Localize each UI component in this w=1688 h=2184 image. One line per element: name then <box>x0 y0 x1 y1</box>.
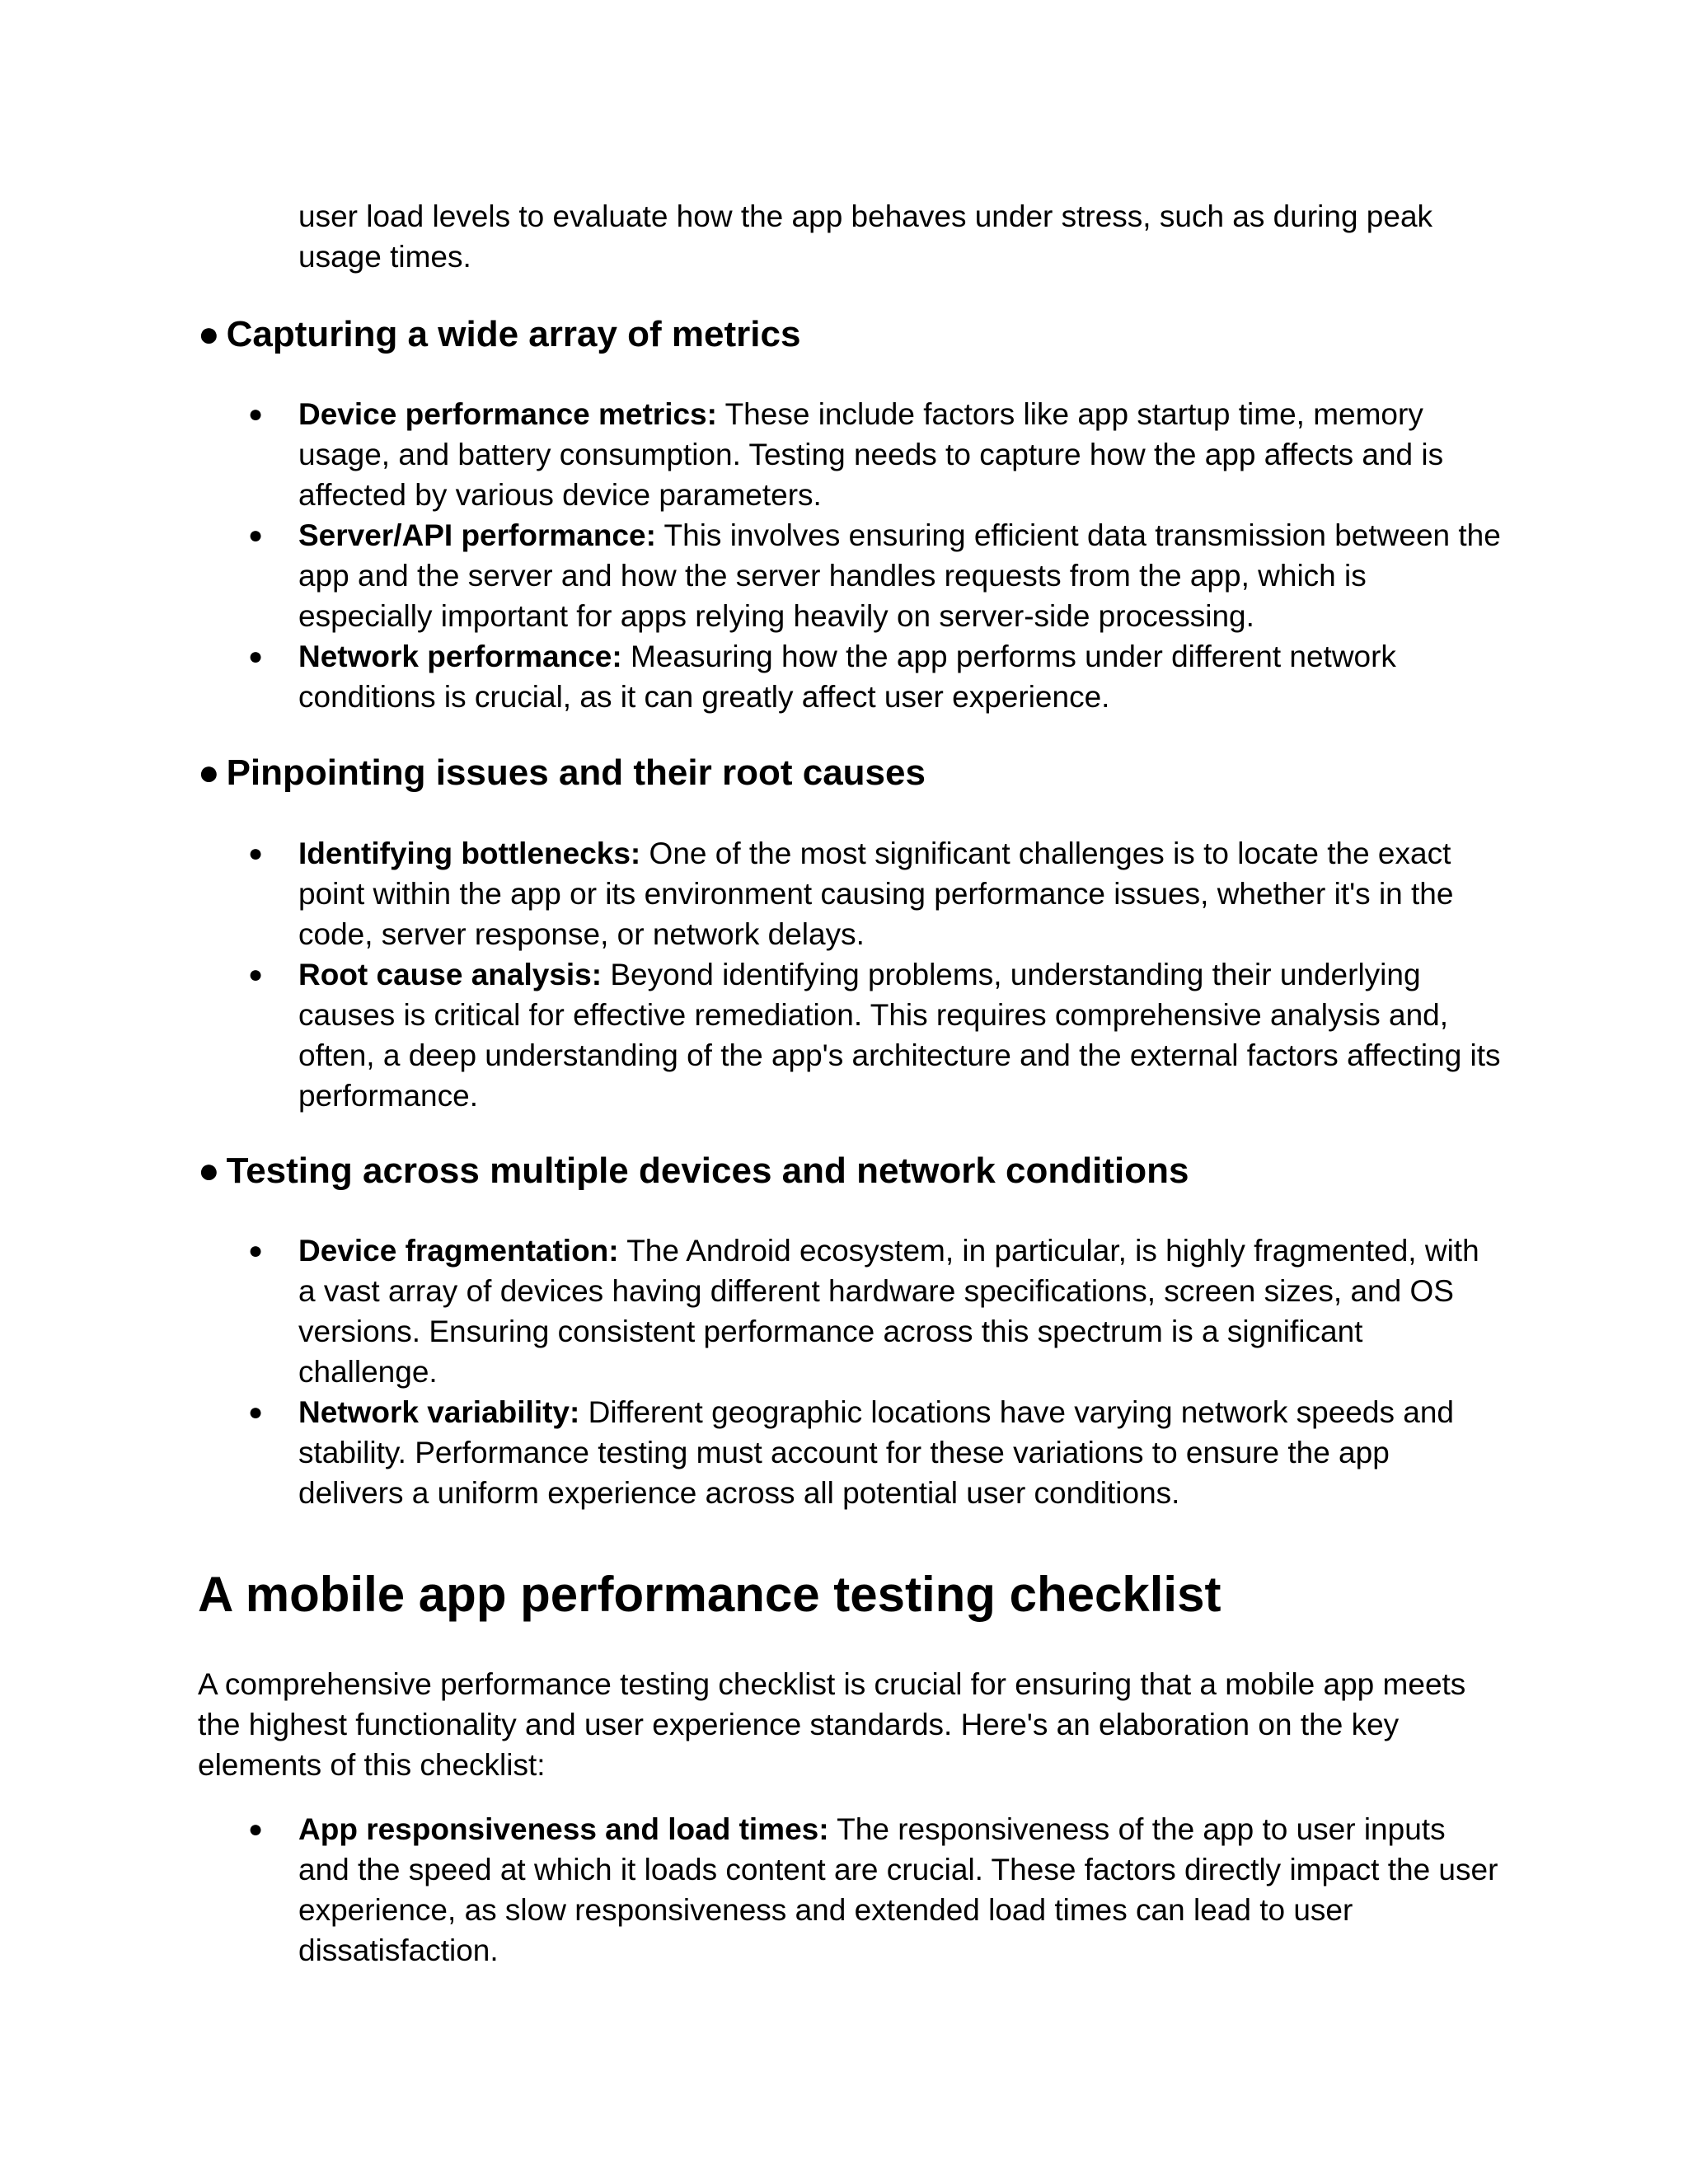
bullet-list-root-causes <box>248 833 1502 1116</box>
bullet-icon: ● <box>248 961 264 988</box>
bullet-icon: ● <box>248 643 264 670</box>
bullet-icon: ● <box>248 401 264 428</box>
list-item <box>248 833 1502 954</box>
item-text: One of the most significant challenges is to locate the exact point within the app or its environment causing performance issues, whether it's in the code, server response, or network delays. <box>298 837 1454 951</box>
section-heading-metrics <box>198 312 800 358</box>
continued-paragraph: user load levels to evaluate how the app behaves under stress, such as during peak usage times. <box>298 199 1433 274</box>
heading-bullet: ● <box>198 752 220 793</box>
list-item <box>248 394 1502 515</box>
bullet-list-metrics <box>248 394 1502 717</box>
bullet-list-devices-networks <box>248 1230 1502 1513</box>
list-item <box>248 636 1502 717</box>
bullet-icon: ● <box>248 1399 264 1426</box>
item-term: Identifying bottlenecks: <box>298 837 641 870</box>
item-text: The responsiveness of the app to user inputs and the speed at which it loads content are crucial. These factors directly impact the user experience, as slow responsiveness and extended load times can lead to user dissatisfaction. <box>298 1812 1498 1967</box>
checklist-heading: A mobile app performance testing checklist <box>198 1567 1221 1622</box>
bullet-list-checklist <box>248 1809 1502 1971</box>
item-term: Device performance metrics: <box>298 397 717 431</box>
list-item <box>248 954 1502 1116</box>
item-term: App responsiveness and load times: <box>298 1812 829 1846</box>
list-item <box>248 515 1502 636</box>
item-term: Network variability: <box>298 1395 580 1429</box>
item-term: Device fragmentation: <box>298 1234 619 1268</box>
section-heading-root-causes <box>198 750 926 796</box>
item-term: Server/API performance: <box>298 518 656 552</box>
item-text: The Android ecosystem, in particular, is highly fragmented, with a vast array of devices having different hardware specifications, screen sizes, and OS versions. Ensuring consistent performance across this spectrum is a significant challenge. <box>298 1234 1479 1389</box>
bullet-icon: ● <box>248 1816 264 1843</box>
list-item <box>248 1392 1502 1513</box>
section-heading-devices-networks <box>198 1148 1189 1194</box>
item-term: Network performance: <box>298 640 622 673</box>
item-text: Beyond identifying problems, understanding their underlying causes is critical for effective remediation. This requires comprehensive analysis and, often, a deep understanding of the app's architecture and the external factors affecting its performance. <box>298 958 1501 1113</box>
section-heading-text: Testing across multiple devices and network conditions <box>226 1151 1189 1191</box>
section-heading-text: Pinpointing issues and their root causes <box>226 752 926 793</box>
heading-bullet: ● <box>198 1151 220 1191</box>
list-item <box>248 1230 1502 1392</box>
item-text: Different geographic locations have varying network speeds and stability. Performance testing must account for these variations to ensure the app delivers a uniform experience across all potential user conditions. <box>298 1395 1454 1510</box>
checklist-intro: A comprehensive performance testing checklist is crucial for ensuring that a mobile app meets the highest functionality and user experience standards. Here's an elaboration on the key elements of this checklist: <box>198 1667 1466 1782</box>
item-term: Root cause analysis: <box>298 958 603 991</box>
bullet-icon: ● <box>248 1237 264 1264</box>
item-text: This involves ensuring efficient data transmission between the app and the server and how the server handles requests from the app, which is especially important for apps relying heavily on server-side processing. <box>298 518 1501 633</box>
bullet-icon: ● <box>248 840 264 867</box>
list-item <box>248 1809 1502 1971</box>
item-text: Measuring how the app performs under different network conditions is crucial, as it can greatly affect user experience. <box>298 640 1396 714</box>
item-text: These include factors like app startup time, memory usage, and battery consumption. Testing needs to capture how the app affects and is affected by various device parameters. <box>298 397 1444 512</box>
heading-bullet: ● <box>198 314 220 354</box>
section-heading-text: Capturing a wide array of metrics <box>226 314 801 354</box>
bullet-icon: ● <box>248 522 264 549</box>
